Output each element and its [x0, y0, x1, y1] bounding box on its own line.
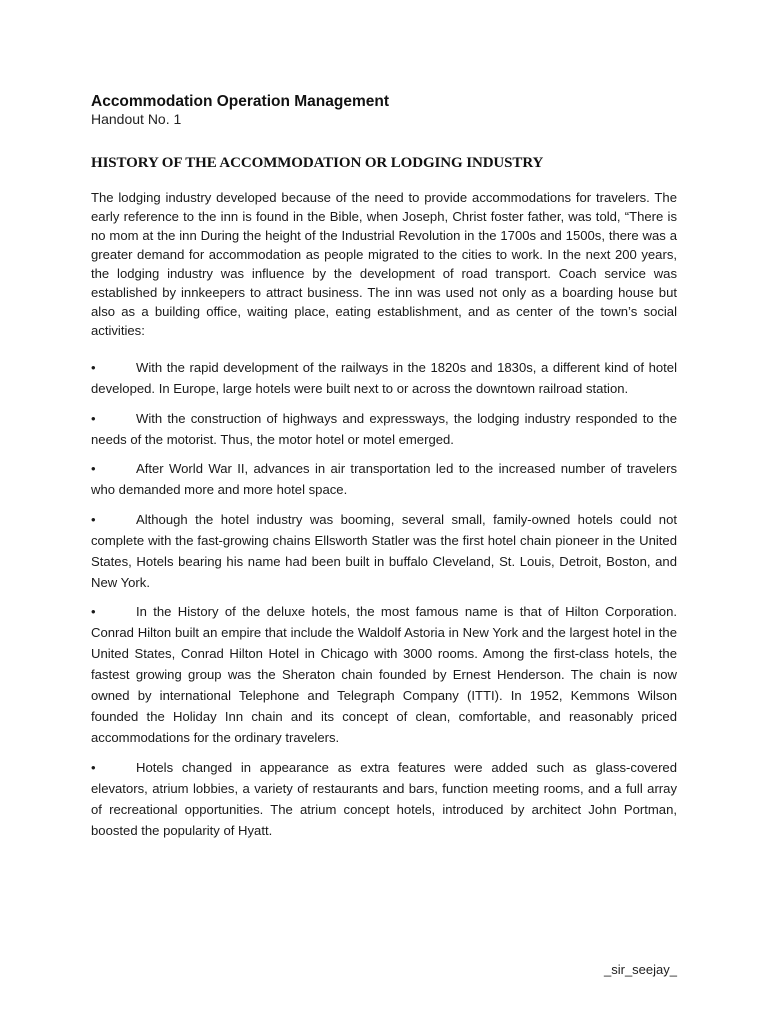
document-title: Accommodation Operation Management: [91, 93, 389, 110]
bullet-item-air-transport: [91, 458, 677, 500]
bullet-text: With the rapid development of the railways in the 1820s and 1830s, a different kind of hotel developed. In Europe, large hotels were built next to or across the downtown railroad station.: [91, 360, 677, 396]
bullet-icon: •: [91, 461, 96, 476]
bullet-text: Hotels changed in appearance as extra features were added such as glass-covered elevators, atrium lobbies, a variety of restaurants and bars, function meeting rooms, and a full array of recreational opportunities. The atrium concept hotels, introduced by architect John Portman, boosted the popularity of Hyatt.: [91, 759, 677, 838]
bullet-icon: •: [91, 360, 96, 375]
bullet-icon: •: [91, 511, 96, 527]
bullet-icon: •: [91, 410, 96, 426]
section-heading: HISTORY OF THE ACCOMMODATION OR LODGING INDUSTRY: [91, 155, 544, 171]
bullet-item-deluxe-hotels: [91, 601, 677, 748]
author-signature: _sir_seejay_: [604, 962, 677, 977]
bullet-text: In the History of the deluxe hotels, the most famous name is that of Hilton Corporation. Conrad Hilton built an empire that include the Waldolf Astoria in New York and the largest hotel in the United States, Conrad Hilton Hotel in Chicago with 3000 rooms. Among the first-class hotels, the fastest growing group was the Sheraton chain founded by Ernest Henderson. The chain is now owned by international Telephone and Telegraph Company (ITTI). In 1952, Kemmons Wilson founded the Holiday Inn chain and its concept of clean, comfortable, and reasonably priced accommodations for the ordinary travelers.: [91, 604, 677, 745]
bullet-text: After World War II, advances in air transportation led to the increased number of travelers who demanded more and more hotel space.: [91, 461, 677, 497]
bullet-item-highways: [91, 408, 677, 450]
bullet-icon: •: [91, 759, 96, 775]
bullet-icon: •: [91, 604, 96, 619]
document-page: [91, 93, 677, 849]
bullet-item-hotel-features: [91, 757, 677, 841]
bullet-item-hotel-chains: [91, 509, 677, 593]
bullet-item-railways: [91, 357, 677, 399]
bullet-text: With the construction of highways and expressways, the lodging industry responded to the needs of the motorist. Thus, the motor hotel or motel emerged.: [91, 410, 677, 447]
handout-number: Handout No. 1: [91, 111, 182, 127]
intro-paragraph: The lodging industry developed because of the need to provide accommodations for travelers. The early reference to the inn is found in the Bible, when Joseph, Christ foster father, was told, “There is no mom at the inn During the height of the Industrial Revolution in the 1700s and 1500s, there was a greater demand for accommodation as people migrated to the cities to work. In the next 200 years, the lodging industry was influence by the development of road transport. Coach service was established by innkeepers to attract business. The inn was used not only as a boarding house but also as a building office, waiting place, eating establishment, and as center of the town’s social activities:: [91, 190, 677, 338]
bullet-text: Although the hotel industry was booming, several small, family-owned hotels could not complete with the fast-growing chains Ellsworth Statler was the first hotel chain pioneer in the United States, Hotels bearing his name had been built in buffalo Cleveland, St. Louis, Detroit, Boston, and New York.: [91, 511, 677, 590]
history-bullet-list: [91, 357, 677, 841]
